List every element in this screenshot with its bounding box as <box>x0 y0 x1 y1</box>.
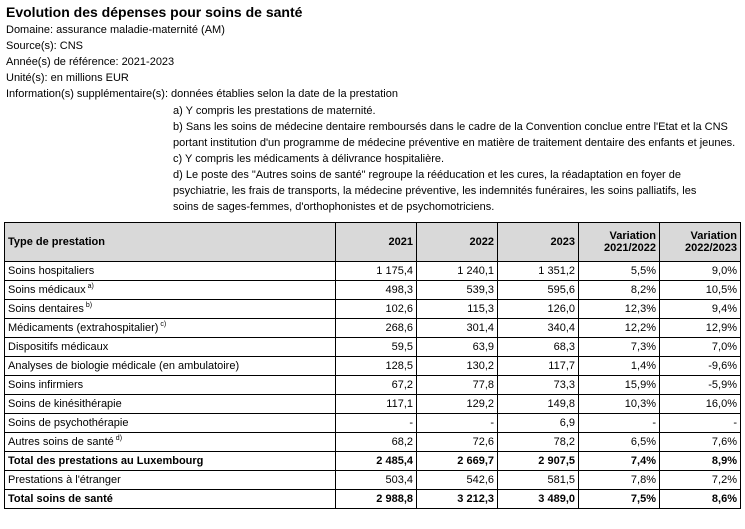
table-row <box>5 452 741 471</box>
cell-variation-2022-2023: 7,6% <box>660 433 741 452</box>
footnote-d-cont-2: soins de sages-femmes, d'orthophonistes et de psychomotriciens. <box>173 201 495 213</box>
cell-variation-2021-2022: 10,3% <box>579 395 660 414</box>
header-2022: 2022 <box>417 223 498 262</box>
cell-variation-2022-2023: 8,9% <box>660 452 741 471</box>
row-label: Total des prestations au Luxembourg <box>8 455 204 467</box>
cell-2022: 3 212,3 <box>417 490 498 509</box>
cell-type <box>5 433 336 452</box>
table-row <box>5 319 741 338</box>
cell-2023: 117,7 <box>498 357 579 376</box>
meta-source: Source(s): CNS <box>6 40 84 52</box>
cell-2022: 539,3 <box>417 281 498 300</box>
table-row <box>5 433 741 452</box>
cell-2021: 2 988,8 <box>336 490 417 509</box>
footnote-a: a) Y compris les prestations de maternité. <box>173 105 376 117</box>
table-row <box>5 376 741 395</box>
cell-variation-2022-2023: 16,0% <box>660 395 741 414</box>
cell-variation-2022-2023: 9,0% <box>660 262 741 281</box>
cell-type <box>5 471 336 490</box>
cell-2022: 130,2 <box>417 357 498 376</box>
row-label: Dispositifs médicaux <box>8 341 109 353</box>
cell-variation-2021-2022: 15,9% <box>579 376 660 395</box>
row-label: Total soins de santé <box>8 493 113 505</box>
expenses-table <box>4 222 741 509</box>
footnote-c: c) Y compris les médicaments à délivrance hospitalière. <box>173 153 445 165</box>
table-row <box>5 357 741 376</box>
cell-2023: 78,2 <box>498 433 579 452</box>
table-row <box>5 281 741 300</box>
cell-variation-2022-2023: 10,5% <box>660 281 741 300</box>
table-row <box>5 471 741 490</box>
cell-variation-2021-2022: 5,5% <box>579 262 660 281</box>
cell-2021: 498,3 <box>336 281 417 300</box>
cell-type <box>5 300 336 319</box>
cell-variation-2022-2023: 7,0% <box>660 338 741 357</box>
footnote-d-cont-1: psychiatrie, les frais de transports, la médecine préventive, les indemnités funéraires, les soins palliatifs, les <box>173 185 697 197</box>
cell-variation-2021-2022: - <box>579 414 660 433</box>
cell-variation-2021-2022: 7,8% <box>579 471 660 490</box>
cell-variation-2021-2022: 1,4% <box>579 357 660 376</box>
header-2021: 2021 <box>336 223 417 262</box>
footnotes <box>173 103 735 215</box>
header-2023: 2023 <box>498 223 579 262</box>
cell-2022: 301,4 <box>417 319 498 338</box>
footnote-marker: d) <box>115 435 123 442</box>
row-label: Autres soins de santé <box>8 436 114 448</box>
cell-variation-2021-2022: 8,2% <box>579 281 660 300</box>
meta-annee: Année(s) de référence: 2021-2023 <box>6 56 175 68</box>
cell-2021: 68,2 <box>336 433 417 452</box>
header-variation-2022-2023 <box>660 223 741 262</box>
meta-unite: Unité(s): en millions EUR <box>6 72 129 84</box>
cell-2023: 340,4 <box>498 319 579 338</box>
cell-2023: 581,5 <box>498 471 579 490</box>
row-label: Soins médicaux <box>8 284 86 296</box>
header-variation-label: Variation <box>609 230 656 242</box>
cell-2022: 542,6 <box>417 471 498 490</box>
cell-2023: 6,9 <box>498 414 579 433</box>
footnote-marker: b) <box>85 302 93 309</box>
cell-2023: 2 907,5 <box>498 452 579 471</box>
cell-variation-2022-2023: -9,6% <box>660 357 741 376</box>
row-label: Soins infirmiers <box>8 379 84 391</box>
cell-variation-2022-2023: - <box>660 414 741 433</box>
cell-variation-2021-2022: 7,4% <box>579 452 660 471</box>
cell-2022: 2 669,7 <box>417 452 498 471</box>
table-row <box>5 414 741 433</box>
meta-domaine: Domaine: assurance maladie-maternité (AM) <box>6 24 225 36</box>
cell-type <box>5 338 336 357</box>
header-variation-period: 2021/2022 <box>604 242 656 254</box>
cell-variation-2021-2022: 12,3% <box>579 300 660 319</box>
cell-type <box>5 376 336 395</box>
footnote-marker: c) <box>160 321 167 328</box>
cell-2023: 73,3 <box>498 376 579 395</box>
table-row <box>5 300 741 319</box>
cell-variation-2021-2022: 12,2% <box>579 319 660 338</box>
cell-variation-2021-2022: 7,5% <box>579 490 660 509</box>
cell-2022: 63,9 <box>417 338 498 357</box>
cell-2021: 503,4 <box>336 471 417 490</box>
cell-2021: 2 485,4 <box>336 452 417 471</box>
cell-type <box>5 414 336 433</box>
row-label: Soins dentaires <box>8 303 84 315</box>
cell-2023: 595,6 <box>498 281 579 300</box>
cell-2022: - <box>417 414 498 433</box>
cell-2021: 59,5 <box>336 338 417 357</box>
row-label: Soins de kinésithérapie <box>8 398 122 410</box>
table-row <box>5 490 741 509</box>
table-row <box>5 262 741 281</box>
cell-2021: 67,2 <box>336 376 417 395</box>
row-label: Soins de psychothérapie <box>8 417 129 429</box>
cell-2021: 117,1 <box>336 395 417 414</box>
footnote-b: b) Sans les soins de médecine dentaire remboursés dans le cadre de la Convention conclue entre l'Etat et la CNS <box>173 121 728 133</box>
footnote-d: d) Le poste des "Autres soins de santé" regroupe la rééducation et les cures, la réadaptation en foyer de <box>173 169 682 181</box>
cell-variation-2022-2023: 7,2% <box>660 471 741 490</box>
row-label: Prestations à l'étranger <box>8 474 121 486</box>
table-body <box>5 262 741 509</box>
meta-info: Information(s) supplémentaire(s): données établies selon la date de la prestation <box>6 88 398 100</box>
cell-type <box>5 395 336 414</box>
cell-2022: 129,2 <box>417 395 498 414</box>
cell-2021: 1 175,4 <box>336 262 417 281</box>
header-variation-period: 2022/2023 <box>685 242 737 254</box>
cell-type <box>5 281 336 300</box>
table-row <box>5 338 741 357</box>
footnote-b-cont: portant institution d'un programme de médecine préventive en matière de traitement dentaire des enfants et jeunes. <box>173 137 736 149</box>
table-header-row <box>5 223 741 262</box>
row-label: Médicaments (extrahospitalier) <box>8 322 159 334</box>
cell-2022: 1 240,1 <box>417 262 498 281</box>
cell-type <box>5 452 336 471</box>
cell-variation-2022-2023: 9,4% <box>660 300 741 319</box>
cell-2021: - <box>336 414 417 433</box>
cell-2022: 115,3 <box>417 300 498 319</box>
cell-2023: 1 351,2 <box>498 262 579 281</box>
cell-variation-2021-2022: 7,3% <box>579 338 660 357</box>
cell-type <box>5 319 336 338</box>
cell-2021: 128,5 <box>336 357 417 376</box>
cell-2023: 126,0 <box>498 300 579 319</box>
row-label: Soins hospitaliers <box>8 265 95 277</box>
cell-2023: 68,3 <box>498 338 579 357</box>
cell-type <box>5 490 336 509</box>
cell-variation-2022-2023: 8,6% <box>660 490 741 509</box>
cell-2021: 268,6 <box>336 319 417 338</box>
cell-type <box>5 357 336 376</box>
footnote-marker: a) <box>87 283 94 290</box>
header-variation-label: Variation <box>690 230 737 242</box>
cell-2022: 77,8 <box>417 376 498 395</box>
row-label: Analyses de biologie médicale (en ambulatoire) <box>8 360 240 372</box>
header-type: Type de prestation <box>5 223 336 262</box>
header-variation-2021-2022 <box>579 223 660 262</box>
cell-variation-2021-2022: 6,5% <box>579 433 660 452</box>
cell-2023: 149,8 <box>498 395 579 414</box>
page-title: Evolution des dépenses pour soins de santé <box>6 4 303 20</box>
cell-2021: 102,6 <box>336 300 417 319</box>
cell-variation-2022-2023: -5,9% <box>660 376 741 395</box>
cell-2023: 3 489,0 <box>498 490 579 509</box>
table-row <box>5 395 741 414</box>
cell-variation-2022-2023: 12,9% <box>660 319 741 338</box>
cell-2022: 72,6 <box>417 433 498 452</box>
cell-type <box>5 262 336 281</box>
